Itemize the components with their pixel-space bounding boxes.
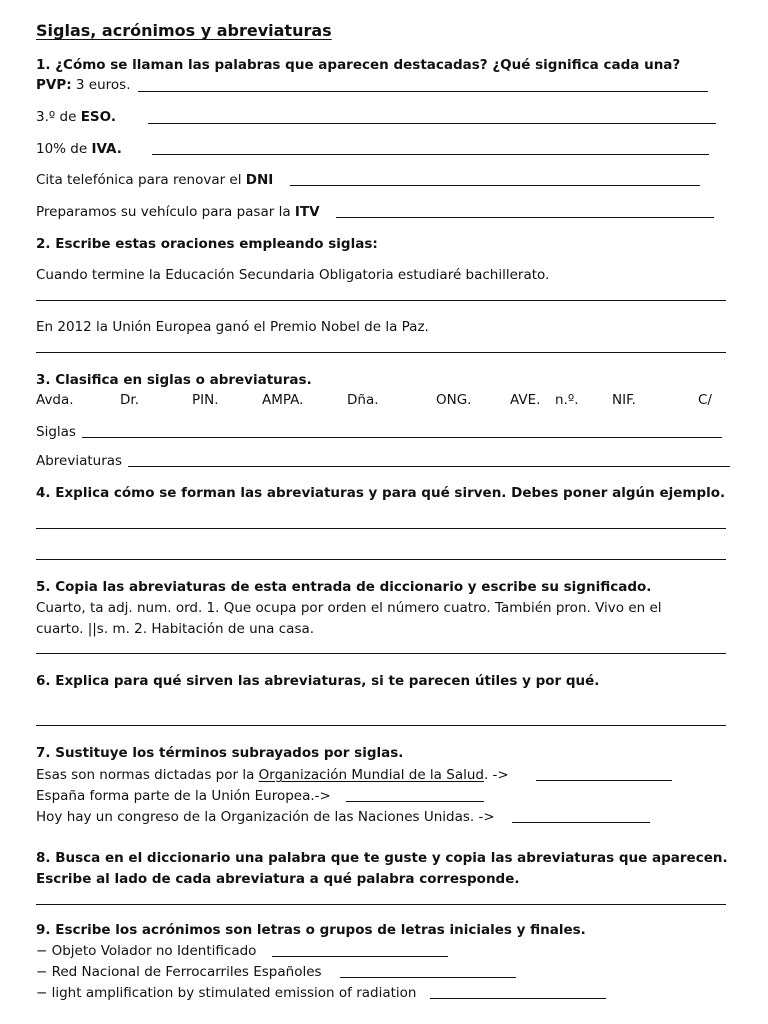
q7-line-1: Esas son normas dictadas por la Organización Mundial de la Salud. -> [36, 767, 509, 783]
q3-word: AMPA. [262, 392, 304, 408]
q5-entry-line-1: Cuarto, ta adj. num. ord. 1. Que ocupa por orden el número cuatro. También pron. Vivo en el [36, 600, 662, 616]
q3-abreviaturas-line[interactable] [128, 466, 730, 467]
q1-item-itv: Preparamos su vehículo para pasar la ITV [36, 204, 320, 220]
q2-sentence-1: Cuando termine la Educación Secundaria Obligatoria estudiaré bachillerato. [36, 267, 550, 283]
q1-item-eso: 3.º de ESO. [36, 109, 116, 125]
q6-heading: 6. Explica para qué sirven las abreviaturas, si te parecen útiles y por qué. [36, 673, 600, 689]
q9-item-3: − light amplification by stimulated emission of radiation [36, 985, 417, 1001]
q3-word: C/ [698, 392, 712, 408]
q7-heading: 7. Sustituye los términos subrayados por siglas. [36, 745, 404, 761]
q8-heading-line-2: Escribe al lado de cada abreviatura a qué palabra corresponde. [36, 871, 520, 887]
q1-answer-line-4[interactable] [290, 185, 700, 186]
q7-line-2: España forma parte de la Unión Europea.-> [36, 788, 331, 804]
q3-word: Dña. [347, 392, 379, 408]
q3-word: AVE. [510, 392, 541, 408]
q1-answer-line-2[interactable] [148, 123, 716, 124]
q2-answer-line-1[interactable] [36, 300, 726, 301]
q8-heading-line-1: 8. Busca en el diccionario una palabra que te guste y copia las abreviaturas que aparecen. [36, 850, 728, 866]
q8-answer-line[interactable] [36, 904, 726, 905]
q9-answer-line-3[interactable] [430, 998, 606, 999]
q2-heading: 2. Escribe estas oraciones empleando siglas: [36, 236, 378, 252]
q9-heading: 9. Escribe los acrónimos son letras o grupos de letras iniciales y finales. [36, 922, 586, 938]
page-title: Siglas, acrónimos y abreviaturas [36, 21, 332, 40]
q7-answer-line-3[interactable] [512, 822, 650, 823]
q9-item-2: − Red Nacional de Ferrocarriles Españoles [36, 964, 322, 980]
q5-heading: 5. Copia las abreviaturas de esta entrada de diccionario y escribe su significado. [36, 579, 652, 595]
q4-answer-line-2[interactable] [36, 559, 726, 560]
q3-siglas-line[interactable] [82, 437, 722, 438]
q2-sentence-2: En 2012 la Unión Europea ganó el Premio Nobel de la Paz. [36, 319, 429, 335]
q7-line-3: Hoy hay un congreso de la Organización de las Naciones Unidas. -> [36, 809, 495, 825]
q1-answer-line-1[interactable] [138, 91, 708, 92]
q7-answer-line-1[interactable] [536, 780, 672, 781]
q5-answer-line[interactable] [36, 653, 726, 654]
q5-entry-line-2: cuarto. ||s. m. 2. Habitación de una casa. [36, 621, 315, 637]
q9-item-1: − Objeto Volador no Identificado [36, 943, 257, 959]
q3-word: ONG. [436, 392, 472, 408]
q3-word: Avda. [36, 392, 74, 408]
q2-answer-line-2[interactable] [36, 352, 726, 353]
q3-heading: 3. Clasifica en siglas o abreviaturas. [36, 372, 312, 388]
q4-heading: 4. Explica cómo se forman las abreviaturas y para qué sirven. Debes poner algún ejemplo. [36, 485, 726, 501]
q1-item-pvp: PVP: 3 euros. [36, 77, 131, 93]
q6-answer-line[interactable] [36, 725, 726, 726]
q1-item-iva: 10% de IVA. [36, 141, 122, 157]
q3-word: NIF. [612, 392, 636, 408]
q1-answer-line-5[interactable] [336, 217, 714, 218]
q3-siglas-label: Siglas [36, 424, 76, 440]
q3-word: n.º. [555, 392, 579, 408]
q1-item-dni: Cita telefónica para renovar el DNI [36, 172, 274, 188]
q9-answer-line-1[interactable] [272, 956, 448, 957]
q9-answer-line-2[interactable] [340, 977, 516, 978]
q1-heading: 1. ¿Cómo se llaman las palabras que aparecen destacadas? ¿Qué significa cada una? [36, 57, 681, 73]
q3-abreviaturas-label: Abreviaturas [36, 453, 123, 469]
q7-underlined-term: Organización Mundial de la Salud [258, 767, 484, 783]
q3-word: PIN. [192, 392, 219, 408]
q1-answer-line-3[interactable] [152, 154, 709, 155]
q3-word: Dr. [120, 392, 139, 408]
q4-answer-line-1[interactable] [36, 528, 726, 529]
q7-answer-line-2[interactable] [346, 801, 484, 802]
